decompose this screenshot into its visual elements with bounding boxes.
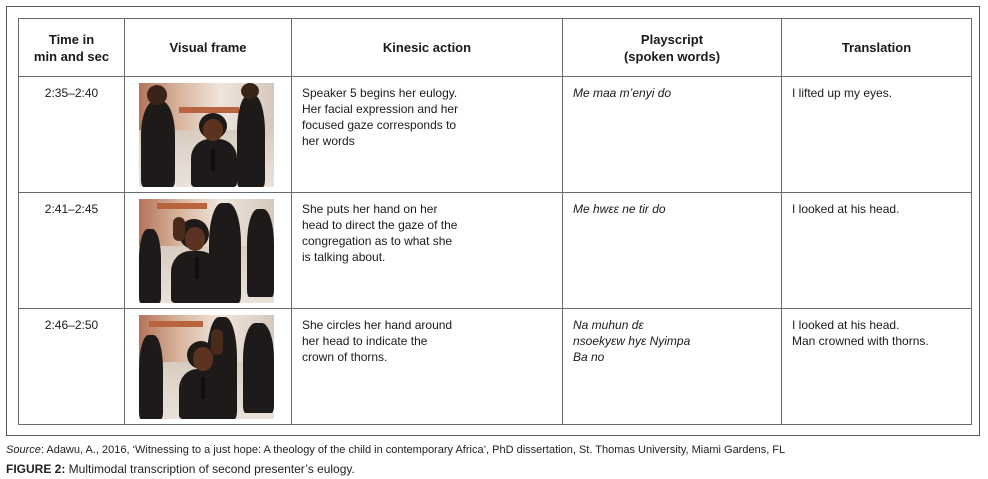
time-cell: 2:41–2:45	[19, 193, 125, 309]
time-cell: 2:46–2:50	[19, 309, 125, 425]
header-time: Time in min and sec	[19, 19, 125, 77]
kinesic-action-cell: She circles her hand around her head to indicate the crown of thorns.	[292, 309, 563, 425]
playscript-cell: Me maa m’enyi do	[563, 77, 782, 193]
time-cell: 2:35–2:40	[19, 77, 125, 193]
kinesic-action-cell: Speaker 5 begins her eulogy. Her facial expression and her focused gaze corresponds to her words	[292, 77, 563, 193]
video-still-image	[139, 83, 274, 187]
source-label: Source	[6, 444, 41, 456]
video-still-image	[139, 315, 274, 419]
transcription-table	[18, 18, 972, 425]
header-playscript: Playscript (spoken words)	[563, 19, 782, 77]
header-kinesic-action: Kinesic action	[292, 19, 563, 77]
table-row	[19, 77, 972, 193]
visual-frame-cell	[125, 77, 292, 193]
table-header-row	[19, 19, 972, 77]
translation-cell: I looked at his head.	[782, 193, 972, 309]
playscript-cell: Na muhun dɛ nsoekyɛw hyɛ Nyimpa Ba no	[563, 309, 782, 425]
visual-frame-cell	[125, 193, 292, 309]
header-translation: Translation	[782, 19, 972, 77]
kinesic-action-cell: She puts her hand on her head to direct the gaze of the congregation as to what she is talking about.	[292, 193, 563, 309]
table-row	[19, 193, 972, 309]
table-row	[19, 309, 972, 425]
header-visual-frame: Visual frame	[125, 19, 292, 77]
figure-caption	[6, 462, 355, 476]
playscript-cell: Me hwɛɛ ne tir do	[563, 193, 782, 309]
translation-cell: I looked at his head. Man crowned with thorns.	[782, 309, 972, 425]
source-note	[6, 444, 785, 456]
figure-caption-text: Multimodal transcription of second presenter’s eulogy.	[65, 462, 355, 476]
visual-frame-cell	[125, 309, 292, 425]
source-text: : Adawu, A., 2016, ‘Witnessing to a just hope: A theology of the child in contemporary Africa’, PhD dissertation, St. Thomas University, Miami Gardens, FL	[40, 444, 786, 456]
figure-label: FIGURE 2:	[6, 462, 66, 476]
video-still-image	[139, 199, 274, 303]
translation-cell: I lifted up my eyes.	[782, 77, 972, 193]
